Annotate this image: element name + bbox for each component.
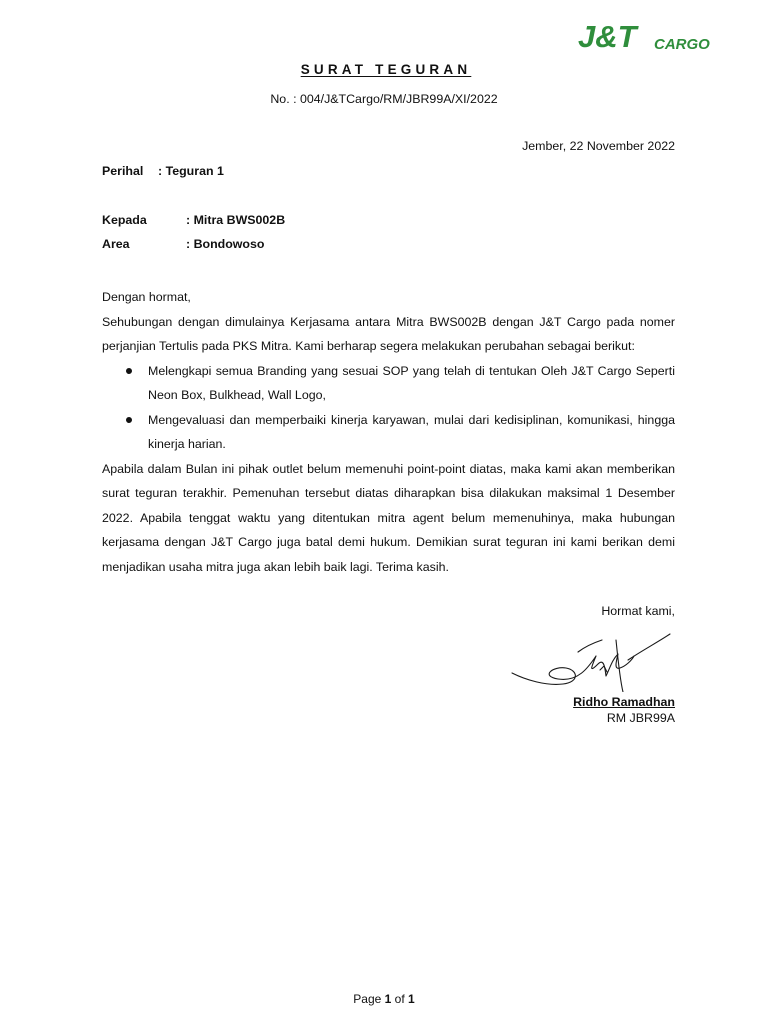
area-label: Area (102, 237, 130, 251)
letter-body (102, 285, 675, 579)
bullet-icon (126, 368, 132, 374)
subject-value: : Teguran 1 (158, 164, 224, 178)
letter-number: No. : 004/J&TCargo/RM/JBR99A/XI/2022 (270, 92, 498, 106)
area-value: : Bondowoso (186, 237, 265, 251)
greeting: Dengan hormat, (102, 290, 191, 304)
of-word: of (394, 992, 405, 1006)
page-word: Page (353, 992, 382, 1006)
page-footer (0, 992, 768, 1006)
jt-cargo-logo (578, 20, 712, 52)
list-item (102, 408, 675, 457)
intro-paragraph: Sehubungan dengan dimulainya Kerjasama antara Mitra BWS002B dengan J&T Cargo pada nomer perjanjian Tertulis pada PKS Mitra. Kami berharap segera melakukan perubahan sebagai berikut: (102, 314, 675, 353)
page-current: 1 (384, 992, 392, 1006)
list-item-text: Mengevaluasi dan memperbaiki kinerja karyawan, mulai dari kedisiplinan, komunikasi, hingga kinerja harian. (148, 412, 675, 451)
recipient-value: : Mitra BWS002B (186, 213, 286, 227)
page-total: 1 (408, 992, 415, 1006)
requirements-list (102, 359, 675, 457)
list-item-text: Melengkapi semua Branding yang sesuai SOP yang telah di tentukan Oleh J&T Cargo Seperti Neon Box, Bulkhead, Wall Logo, (148, 363, 675, 402)
signer-name: Ridho Ramadhan (573, 695, 675, 709)
logo-main-text: J&T (578, 20, 637, 52)
bullet-icon (126, 417, 132, 423)
closing-paragraph: Apabila dalam Bulan ini pihak outlet belum memenuhi point-point diatas, maka kami akan memberikan surat teguran terakhir. Pemenuhan tersebut diatas diharapkan bisa dilakukan maksimal 1 Desember 2022. Apabila tenggat waktu yang ditentukan mitra agent belum memenuhinya, maka hubungan kerjasama dengan J&T Cargo juga batal demi hukum. Demikian surat teguran ini kami berikan demi menjadikan usaha mitra juga akan lebih baik lagi. Terima kasih. (102, 461, 675, 574)
closing-salutation: Hormat kami, (601, 604, 675, 618)
handwritten-signature (508, 630, 673, 692)
logo-sub-text: CARGO (654, 36, 710, 52)
area-row (102, 237, 264, 251)
subject-row (102, 164, 224, 178)
letter-title: SURAT TEGURAN (300, 62, 472, 77)
signer-title: RM JBR99A (606, 711, 675, 725)
recipient-row (102, 213, 285, 227)
subject-label: Perihal (102, 164, 144, 178)
place-date: Jember, 22 November 2022 (522, 139, 675, 153)
recipient-label: Kepada (102, 213, 147, 227)
list-item (102, 359, 675, 408)
